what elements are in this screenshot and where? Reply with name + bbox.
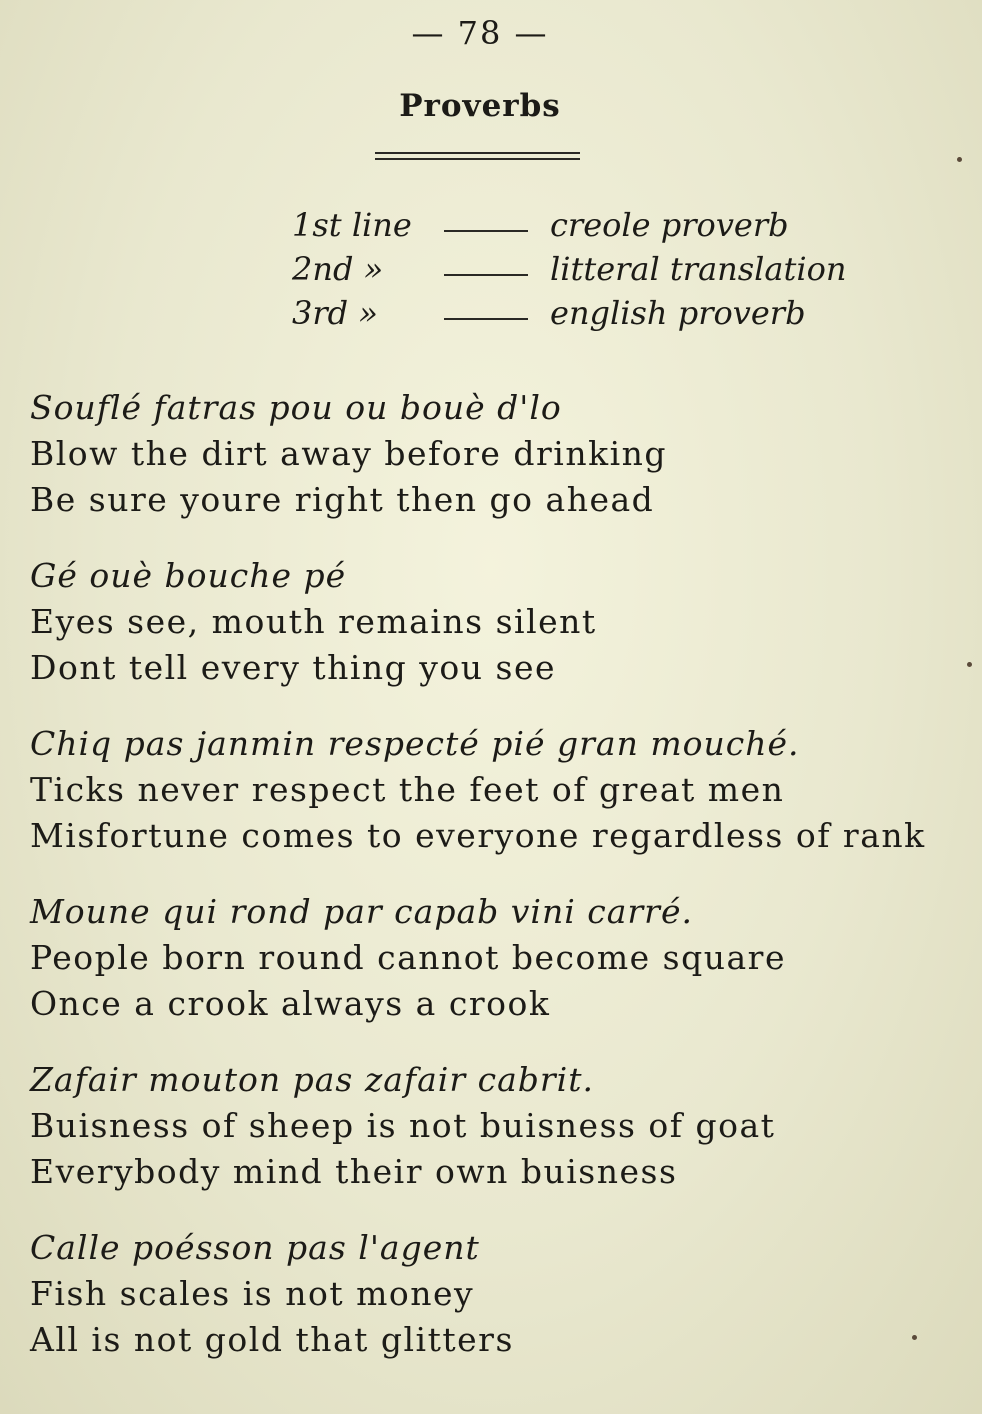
proverb-entry — [30, 889, 960, 1057]
creole-proverb: Moune qui rond par capab vini carré. — [30, 892, 693, 931]
legend-label: 3rd » — [292, 294, 378, 332]
creole-proverb: Zafair mouton pas zafair cabrit. — [30, 1060, 594, 1099]
proverb-entry — [30, 385, 960, 553]
proverb-entry — [30, 1225, 960, 1393]
title-underline — [375, 152, 580, 154]
legend-description: english proverb — [550, 294, 806, 332]
proverb-list — [30, 385, 960, 1393]
legend-row — [292, 294, 892, 338]
english-proverb: Misfortune comes to everyone regardless of rank — [30, 816, 926, 855]
page-number: — 78 — — [411, 14, 549, 52]
proverb-entry — [30, 721, 960, 889]
english-proverb: Once a crook always a crook — [30, 984, 551, 1023]
english-proverb: Be sure youre right then go ahead — [30, 480, 655, 519]
proverb-entry — [30, 1057, 960, 1225]
literal-translation: Blow the dirt away before drinking — [30, 434, 668, 473]
paper-speck — [967, 662, 972, 667]
creole-proverb: Chiq pas janmin respecté pié gran mouché. — [30, 724, 800, 763]
legend-dash — [444, 318, 528, 320]
creole-proverb: Calle poésson pas l'agent — [30, 1228, 480, 1267]
legend-dash — [444, 230, 528, 232]
legend-label: 1st line — [292, 206, 412, 244]
legend-dash — [444, 274, 528, 276]
english-proverb: Everybody mind their own buisness — [30, 1152, 678, 1191]
literal-translation: Fish scales is not money — [30, 1274, 475, 1313]
english-proverb: All is not gold that glitters — [30, 1320, 514, 1359]
literal-translation: People born round cannot become square — [30, 938, 786, 977]
legend-row — [292, 206, 892, 250]
page-title: Proverbs — [399, 88, 561, 124]
creole-proverb: Souflé fatras pou ou bouè d'lo — [30, 388, 562, 427]
legend-row — [292, 250, 892, 294]
proverb-entry — [30, 553, 960, 721]
paper-speck — [957, 157, 962, 162]
legend-label: 2nd » — [292, 250, 384, 288]
english-proverb: Dont tell every thing you see — [30, 648, 557, 687]
legend — [292, 206, 892, 338]
legend-description: litteral translation — [550, 250, 847, 288]
creole-proverb: Gé ouè bouche pé — [30, 556, 347, 595]
title-underline-second — [375, 158, 580, 160]
literal-translation: Buisness of sheep is not buisness of goat — [30, 1106, 776, 1145]
legend-description: creole proverb — [550, 206, 789, 244]
literal-translation: Eyes see, mouth remains silent — [30, 602, 597, 641]
literal-translation: Ticks never respect the feet of great men — [30, 770, 785, 809]
paper-speck — [912, 1335, 917, 1340]
